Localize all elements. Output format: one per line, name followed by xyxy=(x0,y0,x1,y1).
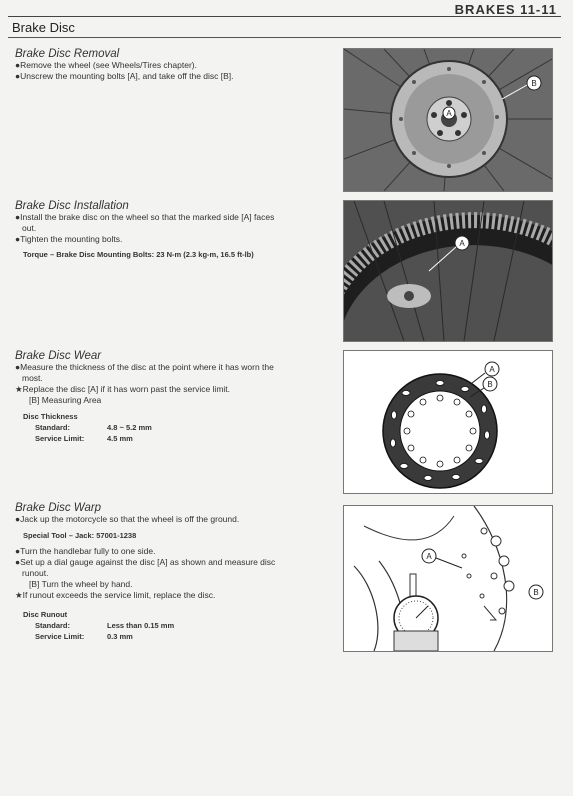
warp-step-1: ●Jack up the motorcycle so that the wheel is off the ground. xyxy=(15,514,240,524)
removal-heading: Brake Disc Removal xyxy=(15,48,120,60)
callout-a: A xyxy=(446,109,452,118)
warp-step-2: ●Turn the handlebar fully to one side. xyxy=(15,546,156,556)
callout-b: B xyxy=(533,588,539,597)
wear-step-2: ★Replace the disc [A] if it has worn past the service limit. xyxy=(15,384,231,394)
runout-limit-value: 0.3 mm xyxy=(107,632,133,641)
callout-b: B xyxy=(531,79,537,88)
removal-step-2: ●Unscrew the mounting bolts [A], and take off the disc [B]. xyxy=(15,71,234,81)
runout-limit xyxy=(15,631,335,642)
warp-step-3a: ●Set up a dial gauge against the disc [A] as shown and measure disc xyxy=(15,557,276,567)
wear-limit-label: Service Limit: xyxy=(35,434,85,443)
disc-thickness-diagram xyxy=(344,351,552,493)
wear-heading: Brake Disc Wear xyxy=(15,350,102,362)
wear-note: [B] Measuring Area xyxy=(29,395,102,405)
installation-step-1a: ●Install the brake disc on the wheel so that the marked side [A] faces xyxy=(15,212,275,222)
removal-step-1: ●Remove the wheel (see Wheels/Tires chapter). xyxy=(15,60,197,70)
section-title: Brake Disc xyxy=(12,20,75,35)
installation-step-1b: out. xyxy=(22,223,37,233)
wear-spec-title: Disc Thickness xyxy=(23,412,78,421)
dial-gauge-diagram xyxy=(344,506,552,651)
warp-section xyxy=(15,502,335,642)
wear-limit-value: 4.5 mm xyxy=(107,434,133,443)
installation-section xyxy=(15,200,335,260)
wheel-disc-photo xyxy=(344,49,552,191)
warp-heading: Brake Disc Warp xyxy=(15,502,102,514)
page-title: BRAKES 11-11 xyxy=(454,2,557,17)
wear-standard xyxy=(15,422,335,433)
warp-step-4: ★If runout exceeds the service limit, replace the disc. xyxy=(15,590,216,600)
wear-limit xyxy=(15,433,335,444)
wear-section xyxy=(15,350,335,444)
disc-marked-side-photo xyxy=(344,201,552,341)
section-rule xyxy=(8,37,561,38)
runout-standard-value: Less than 0.15 mm xyxy=(107,621,175,630)
special-tool: Special Tool – Jack: 57001-1238 xyxy=(23,531,137,540)
wear-step-1b: most. xyxy=(22,373,43,383)
callout-a: A xyxy=(459,239,465,248)
disc-wear-figure xyxy=(343,350,553,494)
installation-heading: Brake Disc Installation xyxy=(15,200,129,212)
callout-a: A xyxy=(426,552,432,561)
warp-note: [B] Turn the wheel by hand. xyxy=(29,579,133,589)
wear-standard-label: Standard: xyxy=(35,423,71,432)
warp-step-3b: runout. xyxy=(22,568,49,578)
callout-a: A xyxy=(489,365,495,374)
removal-section xyxy=(15,48,335,82)
runout-limit-label: Service Limit: xyxy=(35,632,85,641)
wear-step-1a: ●Measure the thickness of the disc at the point where it has worn the xyxy=(15,362,274,372)
installation-step-2: ●Tighten the mounting bolts. xyxy=(15,234,123,244)
torque-spec: Torque – Brake Disc Mounting Bolts: 23 N-m (2.3 kg-m, 16.5 ft-lb) xyxy=(23,250,254,259)
callout-b: B xyxy=(487,380,493,389)
runout-standard xyxy=(15,620,335,631)
disc-removal-figure xyxy=(343,48,553,192)
wear-standard-value: 4.8 ~ 5.2 mm xyxy=(107,423,152,432)
disc-runout-figure xyxy=(343,505,553,652)
header-rule xyxy=(8,16,561,17)
runout-standard-label: Standard: xyxy=(35,621,71,630)
disc-installation-figure xyxy=(343,200,553,342)
runout-spec-title: Disc Runout xyxy=(23,610,68,619)
